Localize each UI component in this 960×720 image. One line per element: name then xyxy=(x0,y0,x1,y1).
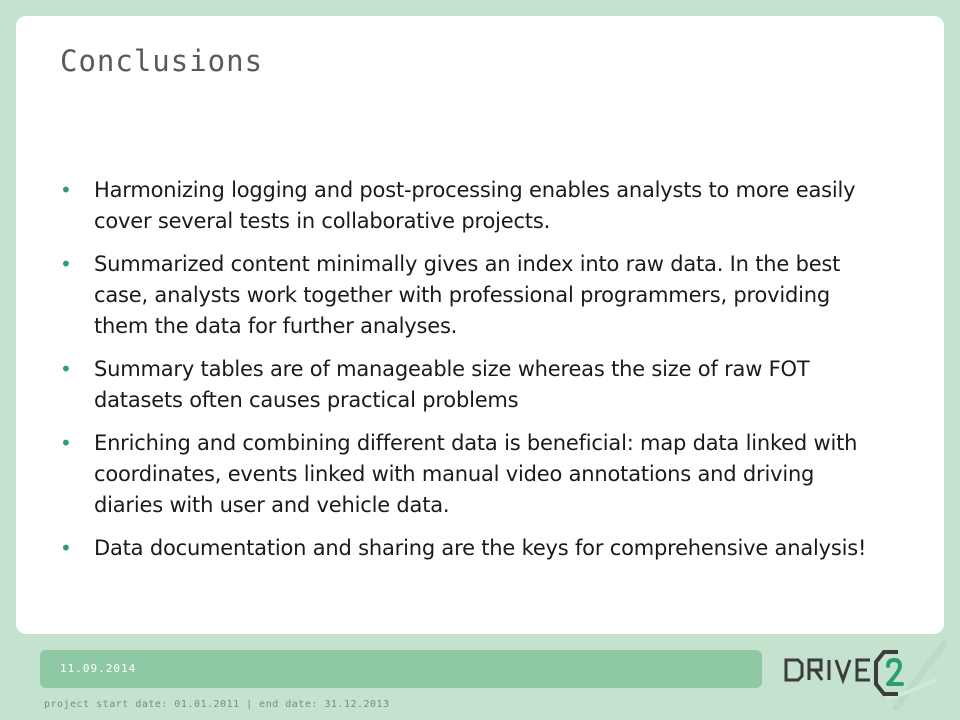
project-dates: project start date: 01.01.2011 | end date: 31.12.2013 xyxy=(44,699,390,710)
bullet-icon: • xyxy=(60,178,72,202)
bullet-icon: • xyxy=(60,431,72,455)
bullet-item xyxy=(60,175,880,237)
bullet-text: Summary tables are of manageable size whereas the size of raw FOT datasets often causes practical problems xyxy=(94,357,810,412)
bullet-item xyxy=(60,249,880,342)
bullet-item xyxy=(60,428,880,521)
bullet-item xyxy=(60,354,880,416)
bullet-text: Harmonizing logging and post-processing enables analysts to more easily cover several tests in collaborative projects. xyxy=(94,178,856,233)
bullet-text: Data documentation and sharing are the keys for comprehensive analysis! xyxy=(94,536,867,560)
slide-title: Conclusions xyxy=(60,44,264,78)
bullet-text: Enriching and combining different data is beneficial: map data linked with coordinates, events linked with manual video annotations and driving diaries with user and vehicle data. xyxy=(94,431,858,517)
bullet-icon: • xyxy=(60,252,72,276)
drive-c2-logo xyxy=(776,640,946,710)
bullet-icon: • xyxy=(60,536,72,560)
bullet-icon: • xyxy=(60,357,72,381)
bullet-item xyxy=(60,533,880,564)
bullet-text: Summarized content minimally gives an index into raw data. In the best case, analysts work together with professional programmers, providing them the data for further analyses. xyxy=(94,252,841,338)
bullet-list xyxy=(60,175,880,576)
footer-date: 11.09.2014 xyxy=(60,662,137,675)
footer-bar xyxy=(40,650,762,688)
